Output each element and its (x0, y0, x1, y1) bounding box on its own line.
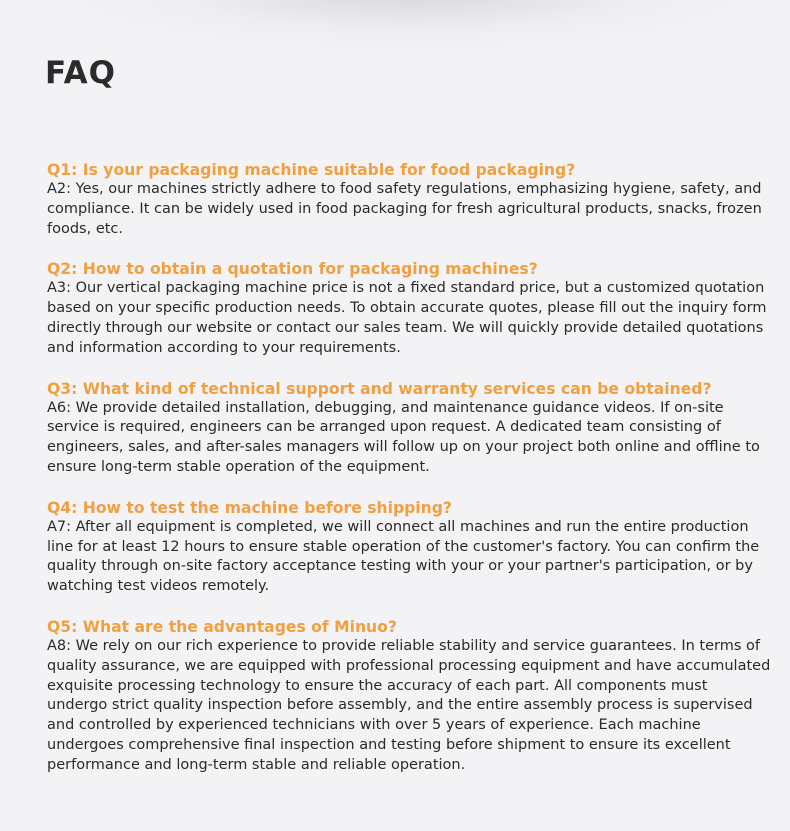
faq-item-2 (47, 259, 772, 358)
faq-list (47, 160, 772, 796)
faq-item-3 (47, 379, 772, 478)
faq-item-4 (47, 498, 772, 597)
faq-answer: A3: Our vertical packaging machine price is not a fixed standard price, but a customized quotation based on your specific production needs. To obtain accurate quotes, please fill out the inquiry form directly through our website or contact our sales team. We will quickly provide detailed quotations and information according to your requirements. (47, 280, 767, 356)
page-title: FAQ (45, 55, 116, 91)
faq-question: Q2: How to obtain a quotation for packaging machines? (47, 260, 538, 279)
faq-answer: A6: We provide detailed installation, debugging, and maintenance guidance videos. If on-site service is required, engineers can be arranged upon request. A dedicated team consisting of engineers, sales, and after-sales managers will follow up on your project both online and offline to ensure long-term stable operation of the equipment. (47, 399, 760, 475)
faq-answer: A8: We rely on our rich experience to provide reliable stability and service guarantees. In terms of quality assurance, we are equipped with professional processing equipment and have accumulated exquisite processing technology to ensure the accuracy of each part. All components must undergo strict quality inspection before assembly, and the entire assembly process is supervised and controlled by experienced technicians with over 5 years of experience. Each machine undergoes comprehensive final inspection and testing before shipment to ensure its excellent performance and long-term stable and reliable operation. (47, 637, 771, 773)
faq-question: Q3: What kind of technical support and warranty services can be obtained? (47, 379, 712, 398)
faq-question: Q4: How to test the machine before shipping? (47, 498, 452, 517)
faq-question: Q5: What are the advantages of Minuo? (47, 617, 397, 636)
header-shadow-decoration (60, 0, 760, 50)
faq-answer: A2: Yes, our machines strictly adhere to food safety regulations, emphasizing hygiene, safety, and compliance. It can be widely used in food packaging for fresh agricultural products, snacks, frozen foods, etc. (47, 181, 762, 237)
faq-question: Q1: Is your packaging machine suitable for food packaging? (47, 161, 576, 179)
faq-item-1 (47, 160, 772, 239)
faq-answer: A7: After all equipment is completed, we will connect all machines and run the entire production line for at least 12 hours to ensure stable operation of the customer's factory. You can confirm the quality through on-site factory acceptance testing with your or your partner's participation, or by watching test videos remotely. (47, 518, 760, 595)
faq-item-5 (47, 617, 772, 776)
